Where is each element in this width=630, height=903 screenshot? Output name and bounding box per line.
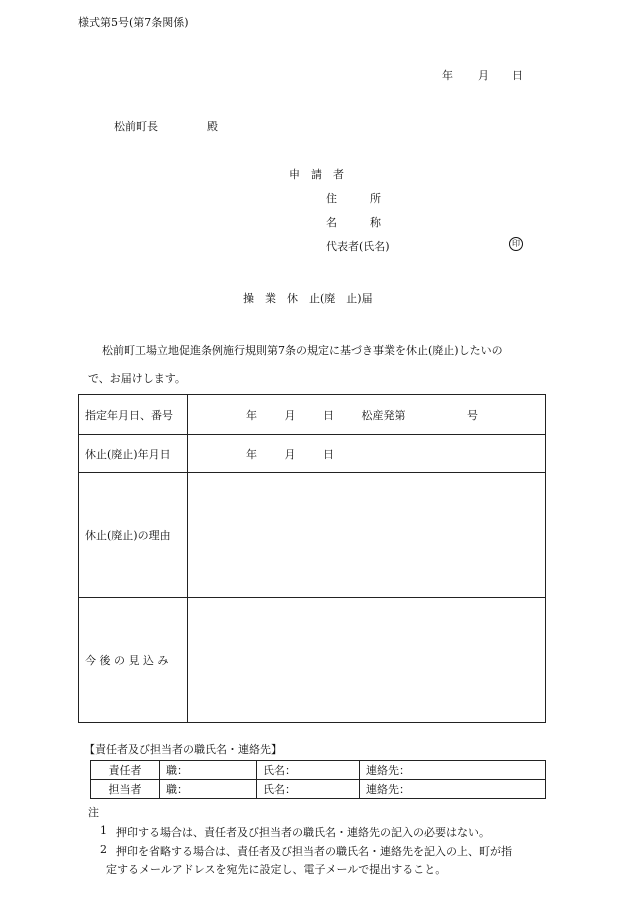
table-row: [79, 598, 546, 723]
row-label: 指定年月日、番号: [79, 395, 188, 435]
table-row: [79, 473, 546, 598]
main-table: [78, 394, 546, 723]
outlook-cell: [188, 598, 546, 723]
date-day: 日: [512, 69, 523, 82]
addressee-name: 松前町長: [114, 120, 158, 133]
designation-year: 年: [246, 408, 257, 422]
suspension-year: 年: [246, 447, 257, 461]
notes-heading: 注: [88, 806, 99, 819]
table-row: [91, 780, 546, 799]
row-label: 今 後 の 見 込 み: [79, 598, 188, 723]
contact-heading: 【責任者及び担当者の職氏名・連絡先】: [84, 743, 282, 756]
designation-prefix: 松産発第: [361, 408, 406, 422]
contact-role: 責任者: [91, 761, 160, 780]
note-2-text: 押印を省略する場合は、責任者及び担当者の職氏名・連絡先を記入の上、町が指: [116, 845, 512, 858]
form-number: 様式第5号(第7条関係): [78, 16, 189, 29]
table-row: [79, 435, 546, 473]
date-year: 年: [442, 69, 453, 82]
suspension-month: 月: [284, 447, 296, 461]
contact-name: 氏名：: [257, 780, 360, 799]
seal-mark-icon: 印: [509, 237, 523, 251]
designation-cell: [188, 395, 546, 435]
contact-name: 氏名：: [257, 761, 360, 780]
body-line-1: 松前町工場立地促進条例施行規則第7条の規定に基づき事業を休止(廃止)したいの: [102, 344, 503, 357]
designation-day: 日: [323, 408, 334, 422]
designation-suffix: 号: [467, 408, 478, 422]
body-line-2: で、お届けします。: [88, 372, 186, 385]
reason-cell: [188, 473, 546, 598]
contact-table: [90, 760, 546, 799]
applicant-address-label: 住 所: [326, 192, 381, 205]
contact-title: 職：: [160, 761, 257, 780]
suspension-date-cell: [188, 435, 546, 473]
addressee-honorific: 殿: [207, 120, 218, 133]
contact-info: 連絡先：: [360, 761, 546, 780]
suspension-day: 日: [323, 447, 334, 461]
contact-role: 担当者: [91, 780, 160, 799]
row-label: 休止(廃止)年月日: [79, 435, 188, 473]
designation-month: 月: [284, 408, 296, 422]
table-row: [91, 761, 546, 780]
table-row: [79, 395, 546, 435]
row-label: 休止(廃止)の理由: [79, 473, 188, 598]
note-1-text: 押印する場合は、責任者及び担当者の職氏名・連絡先の記入の必要はない。: [116, 826, 490, 839]
document-title: 操 業 休 止(廃 止)届: [243, 292, 373, 305]
note-1-number: 1: [100, 824, 107, 837]
contact-info: 連絡先：: [360, 780, 546, 799]
applicant-name-label: 名 称: [326, 216, 381, 229]
note-2-number: 2: [100, 843, 107, 856]
note-2-text-continued: 定するメールアドレスを宛先に設定し、電子メールで提出すること。: [106, 863, 447, 876]
contact-title: 職：: [160, 780, 257, 799]
applicant-representative-label: 代表者(氏名): [326, 240, 390, 253]
date-month: 月: [478, 69, 489, 82]
applicant-heading: 申 請 者: [289, 168, 344, 181]
